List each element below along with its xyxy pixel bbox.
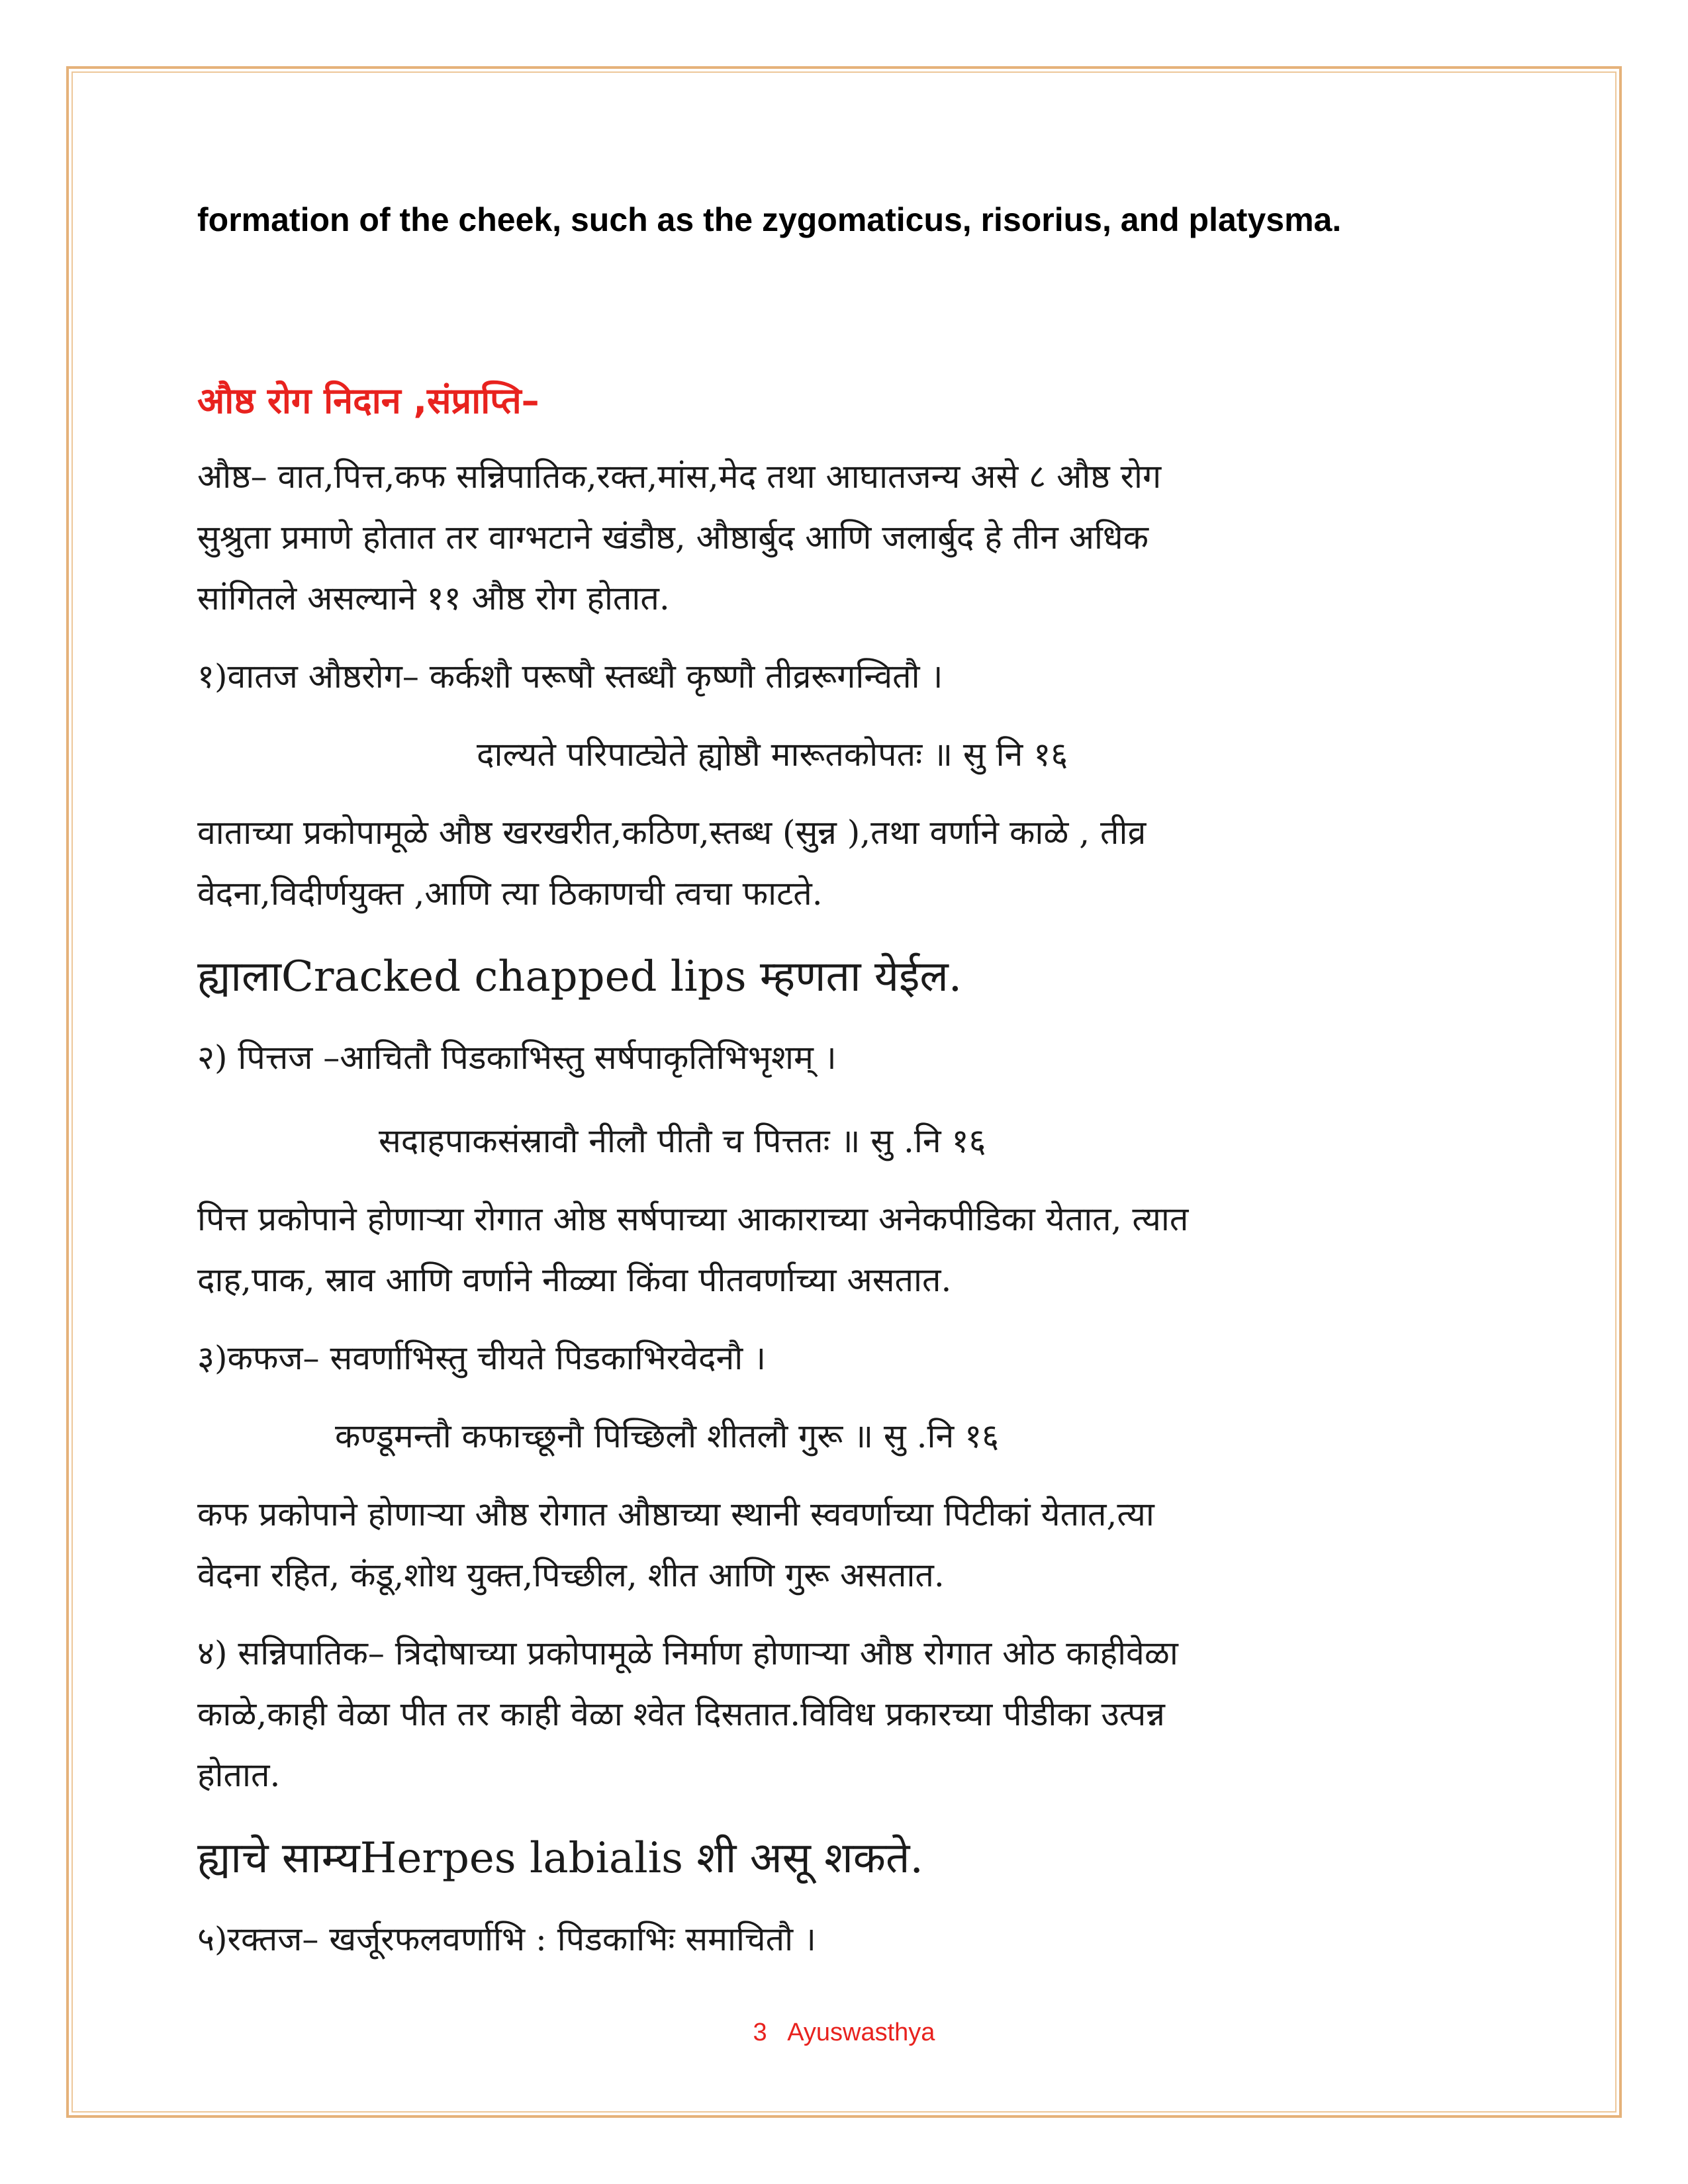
text-line-13: ३)कफज– सवर्णाभिस्तु चीयते पिडकाभिरवेदनौ ।	[197, 1339, 767, 1377]
text-line-21: ५)रक्तज– खर्जूरफलवर्णाभि : पिडकाभिः समाचितौ ।	[197, 1920, 816, 1958]
text-line-3: सांगितले असल्याने ११ औष्ठ रोग होतात.	[197, 579, 670, 617]
verse-line-2: सदाहपाकसंस्रावौ नीलौ पीतौ च पित्ततः ॥ सु .नि १६	[379, 1122, 986, 1160]
text-line-17: ४) सन्निपातिक– त्रिदोषाच्या प्रकोपामूळे निर्माण होणाऱ्या औष्ठ रोगात ओठ काहीवेळा	[197, 1634, 1178, 1672]
text-line-15: कफ प्रकोपाने होणाऱ्या औष्ठ रोगात औष्ठाच्या स्थानी स्ववर्णाच्या पिटीकां येतात,त्या	[197, 1495, 1154, 1533]
intro-paragraph: formation of the cheek, such as the zygomaticus, risorius, and platysma.	[197, 201, 1342, 238]
verse-line-3: कण्डूमन्तौ कफाच्छूनौ पिच्छिलौ शीतलौ गुरू ॥ सु .नि १६	[335, 1417, 1000, 1455]
verse-line-1: दाल्यते परिपाट्येते ह्योष्ठौ मारूतकोपतः ॥ सु नि १६	[477, 735, 1068, 774]
footer-site-name: Ayuswasthya	[787, 2019, 935, 2046]
text-line-8: ह्यालाCracked chapped lips म्हणता येईल.	[197, 952, 962, 1001]
text-line-12: दाह,पाक, स्राव आणि वर्णाने नीळ्या किंवा पीतवर्णाच्या असतात.	[197, 1261, 952, 1299]
text-line-19: होतात.	[197, 1756, 281, 1794]
text-line-2: सुश्रुता प्रमाणे होतात तर वाग्भटाने खंडौष्ठ, औष्ठार्बुद आणि जलार्बुद हे तीन अधिक	[197, 518, 1149, 557]
text-line-4: १)वातज औष्ठरोग– कर्कशौ परूषौ स्तब्धौ कृष्णौ तीव्ररूगन्वितौ ।	[197, 657, 943, 696]
text-line-18: काळे,काही वेळा पीत तर काही वेळा श्वेत दिसतात.विविध प्रकारच्या पीडीका उत्पन्न	[197, 1695, 1165, 1733]
text-line-9: २) पित्तज –आचितौ पिडकाभिस्तु सर्षपाकृतिभिभृशम् ।	[197, 1038, 837, 1077]
text-line-11: पित्त प्रकोपाने होणाऱ्या रोगात ओष्ठ सर्षपाच्या आकाराच्या अनेकपीडिका येतात, त्यात	[197, 1200, 1189, 1238]
text-line-6: वाताच्या प्रकोपामूळे औष्ठ खरखरीत,कठिण,स्तब्ध (सुन्न ),तथा वर्णाने काळे , तीव्र	[197, 813, 1147, 852]
section-heading: औष्ठ रोग निदान ,संप्राप्ति–	[197, 380, 539, 422]
page-number: 3	[753, 2019, 767, 2046]
text-line-1: औष्ठ– वात,पित्त,कफ सन्निपातिक,रक्त,मांस,मेद तथा आघातजन्य असे ८ औष्ठ रोग	[197, 457, 1162, 496]
text-line-7: वेदना,विदीर्णयुक्त ,आणि त्या ठिकाणची त्वचा फाटते.	[197, 874, 823, 913]
text-line-16: वेदना रहित, कंडू,शोथ युक्त,पिच्छील, शीत आणि गुरू असतात.	[197, 1556, 945, 1594]
page-footer	[0, 2019, 1688, 2047]
text-line-20: ह्याचे साम्यHerpes labialis शी असू शकते.	[197, 1834, 923, 1883]
